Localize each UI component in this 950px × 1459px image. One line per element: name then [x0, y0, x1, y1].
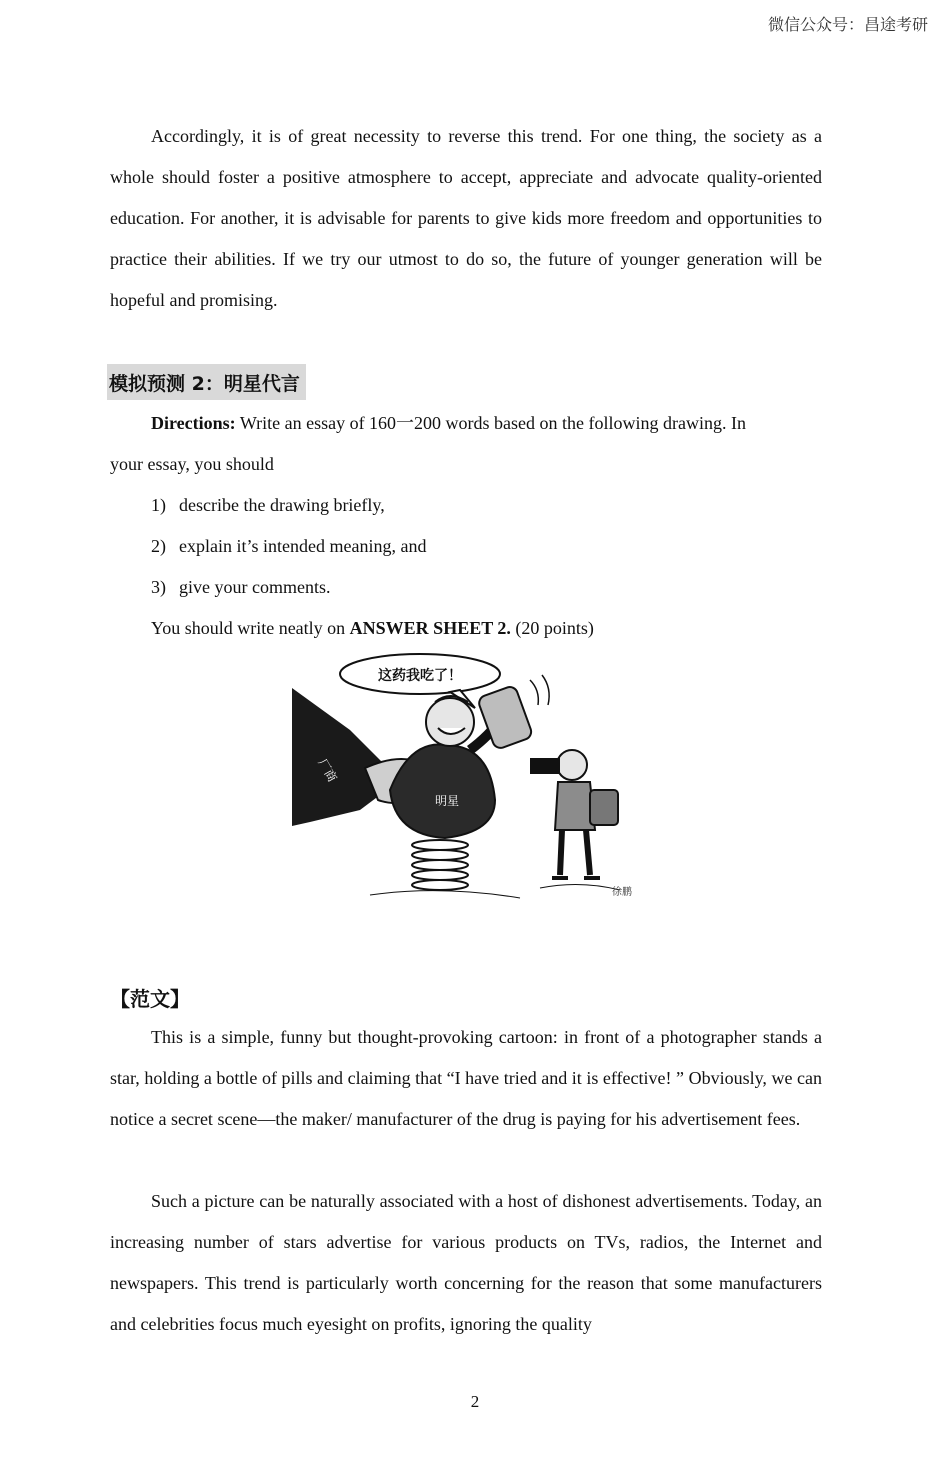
directions-text2: your essay, you should	[110, 454, 274, 474]
camera	[530, 758, 560, 774]
star-label: 明星	[434, 794, 460, 808]
manufacturer-sleeve	[292, 688, 400, 826]
wechat-header: 微信公众号：昌途考研	[767, 15, 928, 34]
intro-rest: as a whole should foster a positive atmosphere to accept, appreciate and advocate quality-oriented education. For another, it is advisable for parents to give kids more freedom and opportunities to practice their abilities. If we try our utmost to do so, the future of younger generation will be hopeful and promising.	[110, 126, 823, 310]
page-number: 2	[470, 1392, 480, 1411]
essay-paragraph-1: This is a simple, funny but thought-provoking cartoon: in front of a photographer stands a star, holding a bottle of pills and claiming that “I have tried and it is effective! ” Obviously, we can notice a secret scene—the maker/ manufacturer of the drug is paying for his advertisement fees.	[110, 1027, 822, 1129]
hand-label: 厂商	[315, 756, 340, 785]
answer-suffix: (20 points)	[510, 618, 594, 638]
cartoon-illustration	[290, 650, 640, 905]
answer-instruction	[151, 608, 594, 649]
item-number: 1)	[151, 495, 166, 515]
intro-line1: Accordingly, it is of great necessity to reverse this trend. For one thing, the society	[151, 126, 785, 146]
photographer	[530, 750, 618, 878]
direction-item	[151, 567, 330, 608]
cartoon-signature: 徐鹏	[612, 887, 632, 898]
item-text: give your comments.	[179, 577, 331, 597]
bubble-text: 这药我吃了！	[378, 668, 462, 684]
direction-item	[151, 485, 385, 526]
item-text: explain it’s intended meaning, and	[179, 536, 427, 556]
star-head	[426, 698, 474, 746]
item-number: 3)	[151, 577, 166, 597]
section-title: 模拟预测 2：明星代言	[107, 364, 306, 400]
spring	[412, 840, 468, 890]
item-text: describe the drawing briefly,	[179, 495, 385, 515]
directions-paragraph	[110, 403, 822, 485]
direction-item	[151, 526, 426, 567]
essay-paragraph-2: Such a picture can be naturally associated with a host of dishonest advertisements. Today, an increasing number of stars advertise for various products on TVs, radios, the Internet and newspapers. This trend is particularly worth concerning for the reason that some manufacturers and celebrities focus much eyesight on profits, ignoring the quality	[110, 1191, 822, 1334]
intro-paragraph	[110, 116, 822, 321]
directions-text1: Write an essay of 160一200 words based on the following drawing. In	[235, 413, 747, 433]
item-number: 2)	[151, 536, 166, 556]
model-essay-title: 【范文】	[110, 987, 190, 1011]
answer-sheet: ANSWER SHEET 2.	[349, 618, 511, 638]
directions-label: Directions:	[151, 413, 236, 433]
answer-prefix: You should write neatly on	[151, 618, 350, 638]
